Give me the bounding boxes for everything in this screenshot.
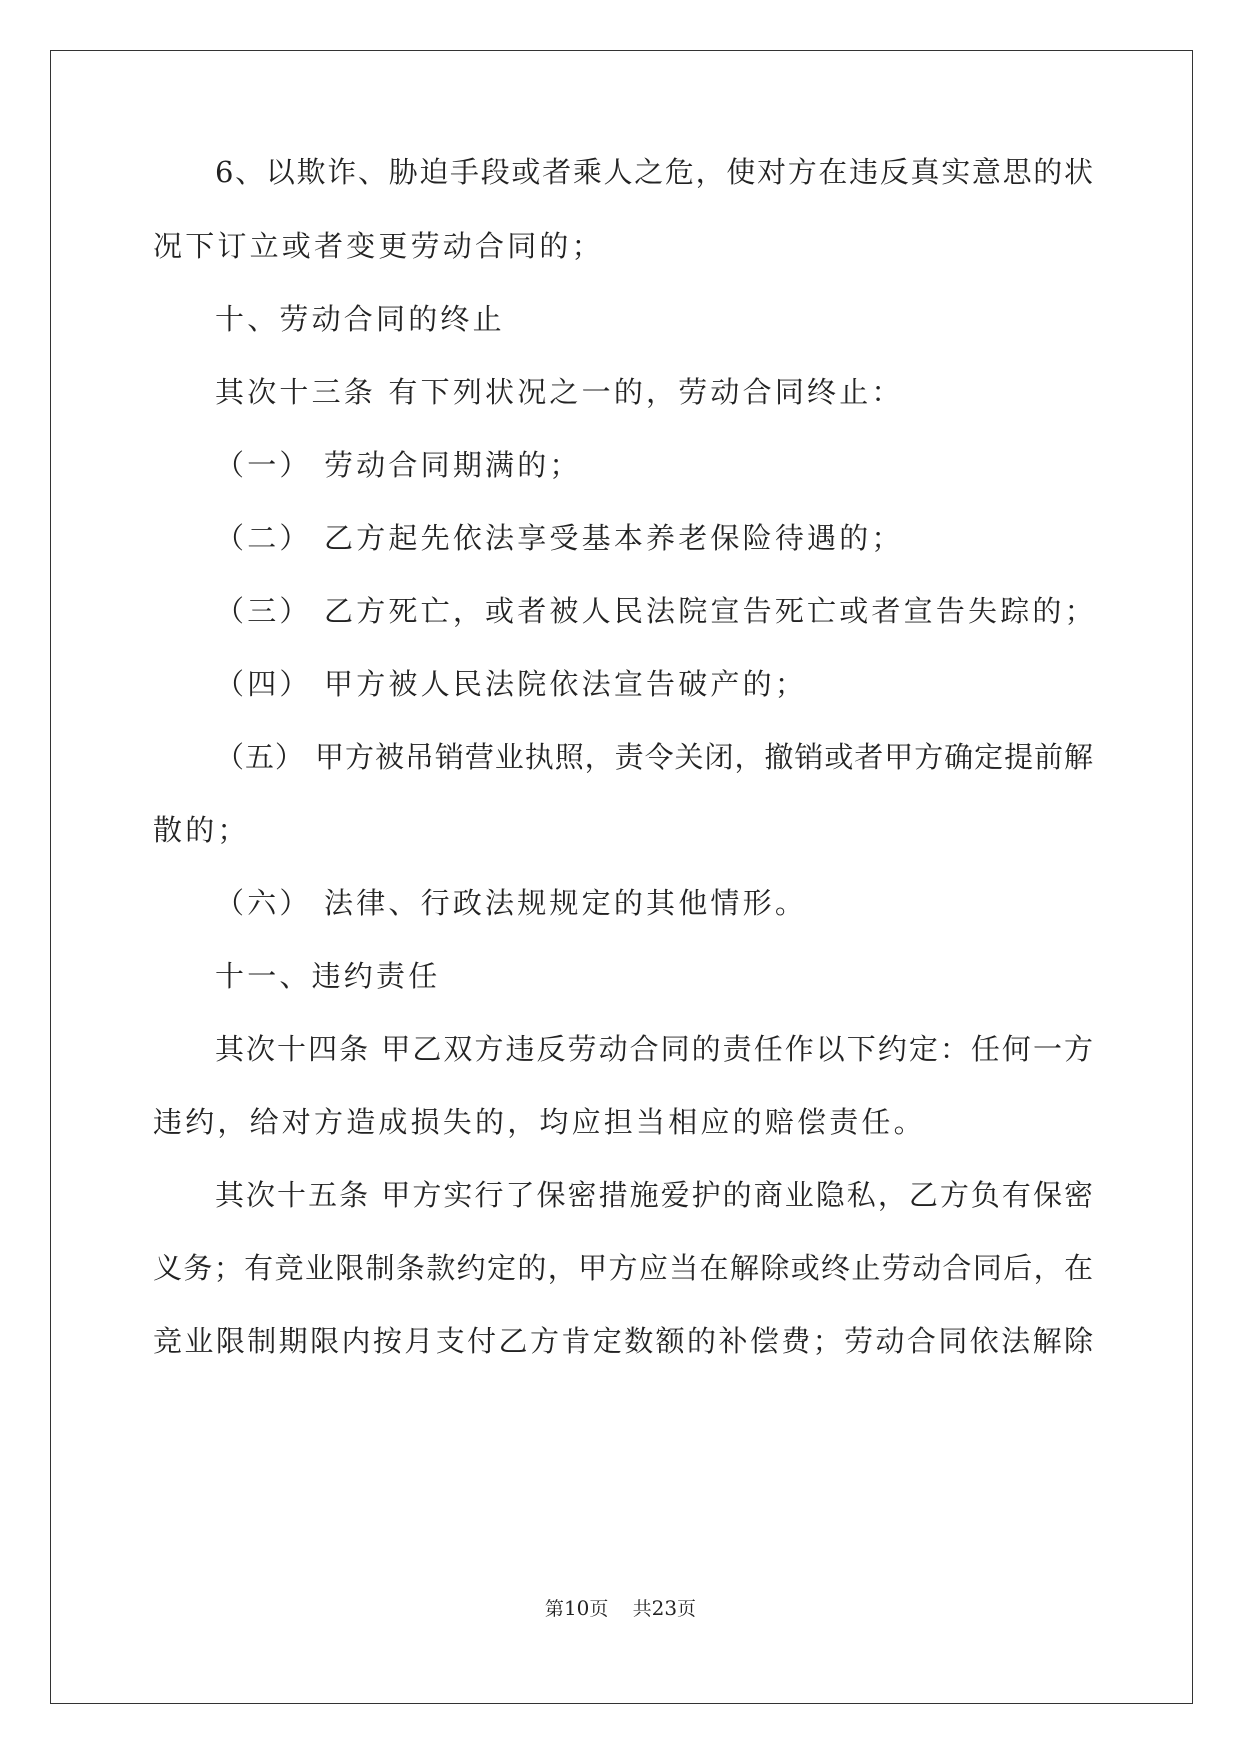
list-item: （一） 劳动合同期满的； bbox=[215, 448, 582, 482]
list-item: （四） 甲方被人民法院依法宣告破产的； bbox=[215, 667, 808, 701]
paragraph-line: 其次十四条 甲乙双方违反劳动合同的责任作以下约定：任何一方 bbox=[215, 1032, 1093, 1066]
list-item: （六） 法律、行政法规规定的其他情形。 bbox=[215, 886, 808, 920]
total-label-prefix: 共 bbox=[632, 1598, 652, 1620]
section-heading: 十一、违约责任 bbox=[215, 959, 441, 993]
section-heading: 十、劳动合同的终止 bbox=[215, 302, 505, 336]
paragraph-line: 6、以欺诈、胁迫手段或者乘人之危，使对方在违反真实意思的状 bbox=[215, 155, 1093, 189]
paragraph-line: 竞业限制期限内按月支付乙方肯定数额的补偿费；劳动合同依法解除 bbox=[153, 1324, 1093, 1358]
list-item: （五） 甲方被吊销营业执照，责令关闭，撤销或者甲方确定提前解 bbox=[215, 740, 1093, 774]
paragraph-line: 况下订立或者变更劳动合同的； bbox=[153, 229, 604, 263]
page-label-prefix: 第 bbox=[544, 1598, 564, 1620]
paragraph-line: 其次十五条 甲方实行了保密措施爱护的商业隐私，乙方负有保密 bbox=[215, 1178, 1093, 1212]
list-item: （三） 乙方死亡，或者被人民法院宣告死亡或者宣告失踪的； bbox=[215, 594, 1097, 628]
paragraph-line: 义务；有竞业限制条款约定的，甲方应当在解除或终止劳动合同后，在 bbox=[153, 1251, 1093, 1285]
paragraph-line: 其次十三条 有下列状况之一的，劳动合同终止： bbox=[215, 375, 904, 409]
total-pages: 23 bbox=[651, 1596, 678, 1620]
list-item: （二） 乙方起先依法享受基本养老保险待遇的； bbox=[215, 521, 904, 555]
paragraph-line: 散的； bbox=[153, 813, 250, 847]
page-number: 10 bbox=[563, 1596, 590, 1620]
total-label-suffix: 页 bbox=[677, 1598, 697, 1620]
page-label-suffix: 页 bbox=[589, 1598, 609, 1620]
page-footer bbox=[0, 1596, 1241, 1621]
paragraph-line: 违约，给对方造成损失的，均应担当相应的赔偿责任。 bbox=[153, 1105, 926, 1139]
